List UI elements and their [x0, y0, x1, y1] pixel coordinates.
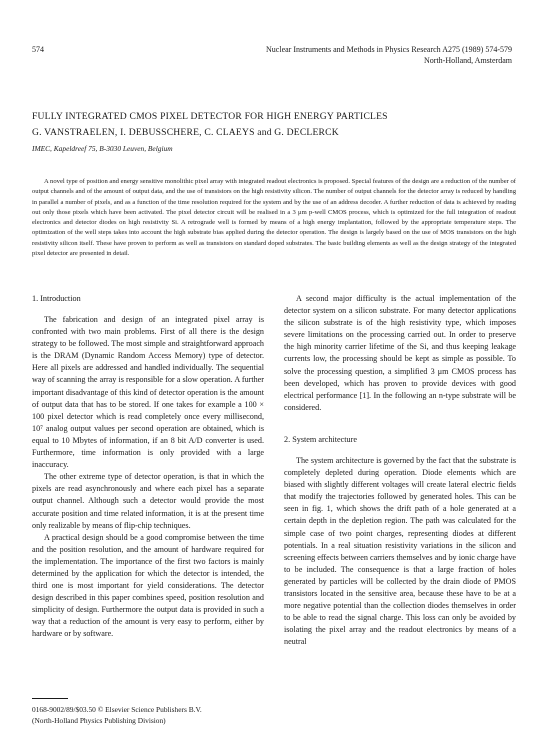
section-spacer	[284, 424, 516, 434]
section-heading-system-architecture: 2. System architecture	[284, 434, 357, 444]
copyright-footer	[32, 704, 202, 726]
author-list: G. VANSTRAELEN, I. DEBUSSCHERE, C. CLAEYS and G. DECLERCK	[32, 127, 339, 138]
affiliation: IMEC, Kapeldreef 75, B-3030 Leuven, Belgium	[32, 144, 173, 153]
publisher-line: North-Holland, Amsterdam	[424, 56, 512, 65]
section-spacer	[284, 414, 516, 424]
body-paragraph: The system architecture is governed by the fact that the substrate is completely depleted during operation. Diode elements which are biased with slightly different voltages will create lateral electric fields that modify the trajectories followed by generated holes. This can be seen in fig. 1, which shows the drift path of a hole generated at a certain depth in the depletion region. The path was calculated for the simple case of two point charges, representing diodes at different potentials. In a real situation resistivity variations in the silicon and screening effects between carriers themselves and by ionic charge have to be included. The consequence is that a large fraction of holes generated by particles will be collected by the drain diode of PMOS transistors located in the sensitive area, because these have to be at a more negative potential than the collection diodes themselves in order to be able to read the signal charge. This loss can only be avoided by isolating the pixel array and the readout electronics by means of a neutral	[284, 455, 516, 647]
section-heading-introduction: 1. Introduction	[32, 294, 81, 303]
abstract: A novel type of position and energy sensitive monolithic pixel array with integrated readout electronics is proposed. Special features of the design are a reduction of the number of output channels and of the amount of output data, and the use of transistors on the high resistivity silicon. The number of output channels for the detector array is reduced by handling in parallel a number of pixels, and as a function of the time resolution required for the system and by the use of an address decoder. A further reduction of data is achieved by reading out only those pixels which have been activated. The pixel detector circuit will be realised in a 3 μm p-well CMOS process, which is optimized for the full integration of readout electronics and detector diodes on high resistivity Si. A retrograde well is formed by means of a high energy implantation, followed by the appropriate temperature steps. The optimization of the well steps takes into account the high substrate bias applied during the detector operation. The design is largely based on the use of MOS transistors on the high resistivity silicon itself. These have proven to perform as well as transistors on standard doped substrates. The basic building elements as well as the design strategy of the integrated pixel detector are presented in detail.	[32, 178, 516, 258]
journal-citation: Nuclear Instruments and Methods in Physics Research A275 (1989) 574-579	[266, 45, 512, 54]
body-paragraph: A practical design should be a good compromise between the time and the position resolution, and the amount of hardware required for the implementation. The importance of the first two factors is mainly determined by the application for which the detector is intended, the third one is most important for yield considerations. The detector design described in this paper combines speed, position resolution and simplicity of design. Furthermore the output data is provided in such a way that a reduction of the amount is very easy to perform, either by hardware or by software.	[32, 532, 264, 639]
body-paragraph: The fabrication and design of an integrated pixel array is confronted with two main problems. First of all there is the design strategy to be followed. The most simple and straightforward approach is the DRAM (Dynamic Random Access Memory) type of detector. Here all pixels are addressed and handled individually. The sequential way of scanning the array is responsible for a slow operation. A further important disadvantage of this kind of detector operation is the amount of output data that has to be stored. If one takes for example a 100 × 100 pixel detector which is read completely once every millisecond, 10⁷ analog output values per second operation are obtained, which is equal to 10 Mbytes of information, if an 8 bit A/D converter is used. Furthermore, time information is only provided with a large inaccuracy.	[32, 315, 264, 470]
right-column	[284, 293, 516, 648]
page-number: 574	[32, 45, 44, 54]
article-title: FULLY INTEGRATED CMOS PIXEL DETECTOR FOR HIGH ENERGY PARTICLES	[32, 111, 388, 122]
copyright-line: 0168-9002/89/$03.50 © Elsevier Science Publishers B.V.	[32, 705, 202, 714]
footnote-rule	[32, 698, 68, 699]
body-paragraph: A second major difficulty is the actual implementation of the detector system on a silicon substrate. For many detector applications the silicon substrate is of the high resistivity type, which imposes severe limitations on the processing carried out. In order to preserve the high minority carrier lifetime of the Si, and thus keeping leakage currents low, the processing should be kept as simple as possible. To solve the processing question, a simplified 3 μm CMOS process has been developed, which has proven to provide devices with good electrical performance [1]. In the following an n-type substrate will be considered.	[284, 294, 516, 412]
left-column	[32, 293, 264, 641]
body-paragraph: The other extreme type of detector operation, is that in which the pixels are read asynchronously and where each pixel has a separate output channel. Although such a detector would provide the most accurate position and time related information, it is at the present time only realizable by means of flip-chip techniques.	[32, 472, 264, 530]
publisher-division-line: (North-Holland Physics Publishing Division)	[32, 716, 166, 726]
